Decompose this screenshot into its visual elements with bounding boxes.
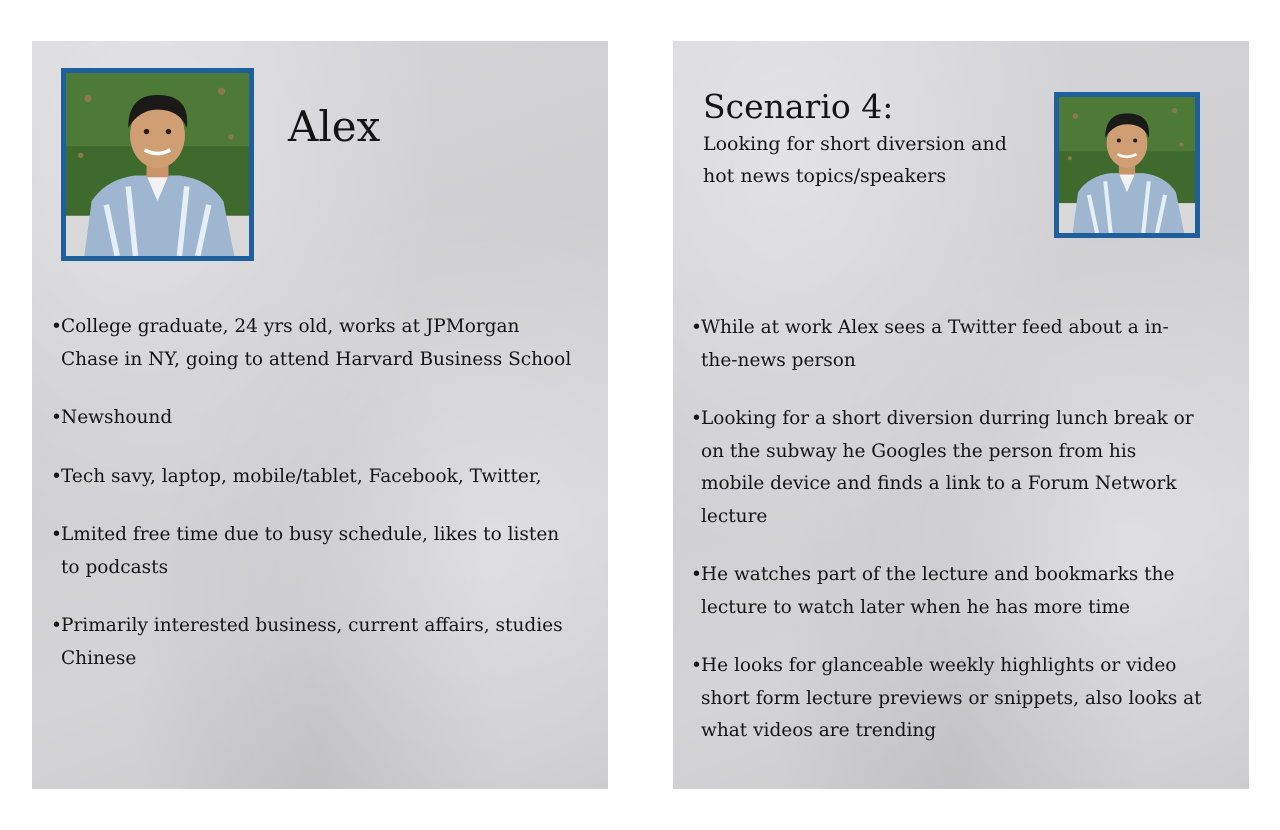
list-item: • He watches part of the lecture and bookmarks the lecture to watch later when he has more time	[692, 559, 1202, 624]
scenario-subtitle: Looking for short diversion and hot news topics/speakers	[703, 133, 1007, 187]
scenario-bullet-list	[692, 312, 1202, 774]
scenario-card	[673, 41, 1249, 789]
persona-photo	[61, 68, 254, 261]
list-item: • While at work Alex sees a Twitter feed about a in-the-news person	[692, 312, 1202, 377]
list-item: • He looks for glanceable weekly highlights or video short form lecture previews or snippets, also looks at what videos are trending	[692, 650, 1202, 748]
persona-bullet-list	[52, 311, 572, 701]
person-photo-icon	[66, 73, 249, 256]
scenario-title: Scenario 4:	[703, 87, 894, 126]
person-photo-icon	[1059, 97, 1195, 233]
list-item: • College graduate, 24 yrs old, works at JPMorgan Chase in NY, going to attend Harvard Business School	[52, 311, 572, 376]
list-item: • Primarily interested business, current affairs, studies Chinese	[52, 610, 572, 675]
persona-card	[32, 41, 608, 789]
persona-name: Alex	[288, 102, 381, 151]
list-item: • Lmited free time due to busy schedule, likes to listen to podcasts	[52, 519, 572, 584]
list-item: • Looking for a short diversion durring lunch break or on the subway he Googles the person from his mobile device and finds a link to a Forum Network lecture	[692, 403, 1202, 533]
list-item: • Newshound	[52, 402, 572, 435]
list-item: • Tech savy, laptop, mobile/tablet, Facebook, Twitter,	[52, 461, 572, 494]
scenario-photo	[1054, 92, 1200, 238]
